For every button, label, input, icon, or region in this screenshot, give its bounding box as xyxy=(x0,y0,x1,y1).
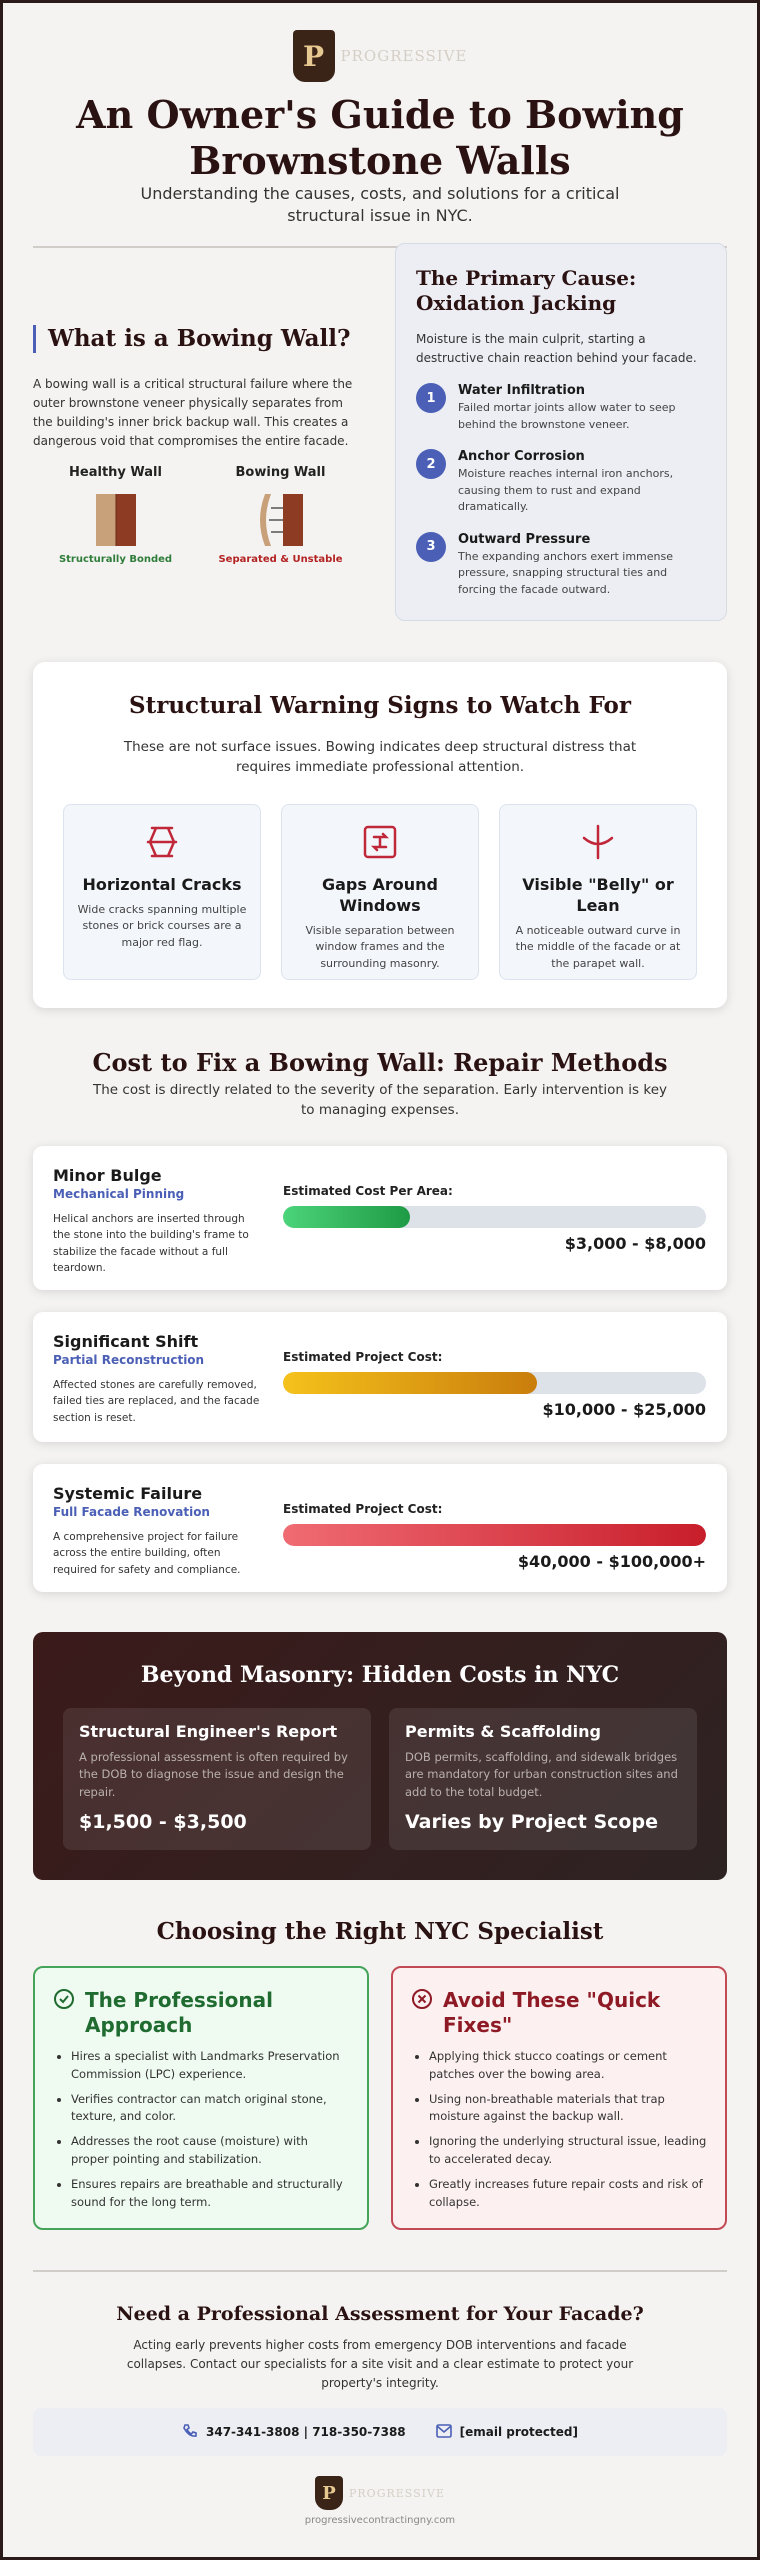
tier-cost-label: Estimated Project Cost: xyxy=(283,1502,443,1516)
tier-price: $3,000 - $8,000 xyxy=(564,1234,706,1253)
warning-sign-title: Horizontal Cracks xyxy=(82,875,242,894)
list-item: • Using non-breathable materials that trap moisture against the backup wall. xyxy=(429,2091,707,2127)
healthy-wall-caption: Structurally Bonded xyxy=(58,554,173,565)
tier-body: A comprehensive project for failure across the entire building, often required for safety and compliance. xyxy=(53,1531,241,1576)
warning-signs-card xyxy=(33,662,727,1008)
warning-signs-title: Structural Warning Signs to Watch For xyxy=(128,692,631,719)
list-item: • Ignoring the underlying structural issue, leading to accelerated decay. xyxy=(429,2133,707,2169)
page-title: An Owner's Guide to Bowing Brownstone Walls xyxy=(76,92,684,183)
cost-bar-track xyxy=(283,1372,706,1394)
phone-link[interactable] xyxy=(182,2423,406,2442)
avoid-quick-fixes-title: Avoid These "Quick Fixes" xyxy=(443,1988,661,2037)
bowing-wall xyxy=(211,465,351,565)
specialist-title: Choosing the Right NYC Specialist xyxy=(156,1918,604,1945)
bulge-icon xyxy=(510,821,686,863)
cause-step xyxy=(416,383,706,433)
cost-bar-track xyxy=(283,1524,706,1546)
footer-brand-name: PROGRESSIVE xyxy=(349,2486,445,2500)
primary-cause-card xyxy=(395,243,727,621)
brand-name: PROGRESSIVE xyxy=(340,47,468,65)
hidden-costs-card xyxy=(33,1632,727,1880)
footer-url[interactable]: progressivecontractingny.com xyxy=(304,2515,456,2526)
tier-body: Helical anchors are inserted through the stone into the building's frame to stabilize the facade without a full teardown. xyxy=(53,1213,249,1274)
step-body: Moisture reaches internal iron anchors, causing them to rust and expand dramatically. xyxy=(458,467,674,514)
phone-icon xyxy=(182,2423,198,2442)
window-gap-icon xyxy=(292,821,468,863)
tier-method: Full Facade Renovation xyxy=(53,1505,210,1519)
primary-cause-title: The Primary Cause: Oxidation Jacking xyxy=(416,266,637,315)
bowing-wall-caption: Separated & Unstable xyxy=(218,554,343,565)
what-is-heading: What is a Bowing Wall? xyxy=(33,325,363,353)
divider xyxy=(33,2270,727,2272)
healthy-wall xyxy=(46,465,186,565)
tier-price: $40,000 - $100,000+ xyxy=(517,1552,706,1571)
hidden-cost-title: Structural Engineer's Report xyxy=(79,1722,338,1741)
healthy-wall-title: Healthy Wall xyxy=(69,465,162,480)
footer-logo-mark: P xyxy=(315,2476,343,2510)
warning-sign-card xyxy=(499,804,697,980)
hidden-cost-price: Varies by Project Scope xyxy=(405,1810,658,1833)
list-item: • Applying thick stucco coatings or cement patches over the bowing area. xyxy=(429,2048,707,2084)
header-logo[interactable] xyxy=(0,30,760,82)
tier-method: Mechanical Pinning xyxy=(53,1187,185,1201)
step-number: 2 xyxy=(416,449,446,479)
tier-cost-label: Estimated Project Cost: xyxy=(283,1350,443,1364)
cta-body: Acting early prevents higher costs from emergency DOB interventions and facade collapses. Contact our specialists for a site visit and a clear estimate to protect your property's integrity. xyxy=(126,2338,634,2391)
list-item: • Hires a specialist with Landmarks Preservation Commission (LPC) experience. xyxy=(71,2048,349,2084)
primary-cause-intro: Moisture is the main culprit, starting a destructive chain reaction behind your facade. xyxy=(416,332,697,365)
tier-method: Partial Reconstruction xyxy=(53,1353,205,1367)
hidden-costs-title: Beyond Masonry: Hidden Costs in NYC xyxy=(140,1662,620,1688)
professional-approach-card xyxy=(33,1966,369,2230)
step-title: Anchor Corrosion xyxy=(458,449,585,465)
hidden-cost-item xyxy=(63,1708,371,1850)
mail-icon xyxy=(436,2424,452,2441)
email-link[interactable] xyxy=(436,2424,578,2441)
hidden-cost-body: A professional assessment is often required by the DOB to diagnose the issue and design the repair. xyxy=(79,1750,348,1799)
check-circle-icon xyxy=(53,1988,75,2014)
list-item: • Ensures repairs are breathable and structurally sound for the long term. xyxy=(71,2176,349,2212)
list-item: • Greatly increases future repair costs and risk of collapse. xyxy=(429,2176,707,2212)
hidden-cost-body: DOB permits, scaffolding, and sidewalk bridges are mandatory for urban construction sites and add to the total budget. xyxy=(405,1750,678,1799)
step-number: 3 xyxy=(416,532,446,562)
cost-tier-card xyxy=(33,1464,727,1592)
what-is-body: A bowing wall is a critical structural failure where the outer brownstone veneer physically separates from the building's inner brick backup wall. This creates a dangerous void that compromises the entire facade. xyxy=(33,376,353,449)
email-address: [email protected] xyxy=(459,2425,578,2439)
list-item: • Addresses the root cause (moisture) with proper pointing and stabilization. xyxy=(71,2133,349,2169)
what-is-section xyxy=(33,325,363,451)
avoid-quick-fixes-card xyxy=(391,1966,727,2230)
cost-bar-fill xyxy=(283,1206,410,1228)
cta-title: Need a Professional Assessment for Your Facade? xyxy=(116,2303,644,2325)
cause-step xyxy=(416,532,706,599)
cost-bar-fill xyxy=(283,1524,706,1546)
page-subtitle: Understanding the causes, costs, and solutions for a critical structural issue in NYC. xyxy=(140,184,620,226)
bowing-wall-title: Bowing Wall xyxy=(235,465,326,480)
phone-numbers: 347-341-3808 | 718-350-7388 xyxy=(206,2425,406,2439)
warning-sign-body: Visible separation between window frames and the surrounding masonry. xyxy=(305,923,455,970)
cost-bar-fill xyxy=(283,1372,537,1394)
tier-title: Minor Bulge xyxy=(53,1166,162,1185)
hidden-cost-price: $1,500 - $3,500 xyxy=(79,1810,247,1833)
footer-logo[interactable] xyxy=(0,2476,760,2510)
step-title: Water Infiltration xyxy=(458,383,586,399)
x-circle-icon xyxy=(411,1988,433,2014)
cost-subtitle: The cost is directly related to the severity of the separation. Early intervention is key to managing expenses. xyxy=(93,1082,667,1119)
cost-title: Cost to Fix a Bowing Wall: Repair Methods xyxy=(92,1048,668,1077)
step-body: Failed mortar joints allow water to seep behind the brownstone veneer. xyxy=(458,401,676,431)
warning-sign-title: Gaps Around Windows xyxy=(322,875,438,915)
cause-step xyxy=(416,449,706,516)
cost-tier-card xyxy=(33,1146,727,1290)
professional-approach-title: The Professional Approach xyxy=(85,1988,273,2037)
cost-tier-card xyxy=(33,1312,727,1442)
warning-signs-subtitle: These are not surface issues. Bowing indicates deep structural distress that requires immediate professional attention. xyxy=(123,739,637,776)
warning-sign-title: Visible "Belly" or Lean xyxy=(522,875,674,915)
tier-title: Significant Shift xyxy=(53,1332,199,1351)
warning-sign-card xyxy=(281,804,479,980)
step-number: 1 xyxy=(416,383,446,413)
step-body: The expanding anchors exert immense pressure, snapping structural ties and forcing the facade outward. xyxy=(458,549,674,596)
healthy-wall-illustration xyxy=(86,494,146,546)
warning-sign-body: A noticeable outward curve in the middle of the facade or at the parapet wall. xyxy=(515,923,681,970)
hidden-cost-title: Permits & Scaffolding xyxy=(405,1722,601,1741)
tier-price: $10,000 - $25,000 xyxy=(542,1400,706,1419)
bowing-wall-illustration xyxy=(251,494,311,546)
wall-comparison xyxy=(33,465,363,565)
hidden-cost-item xyxy=(389,1708,697,1850)
cracks-icon xyxy=(74,821,250,863)
cost-bar-track xyxy=(283,1206,706,1228)
tier-body: Affected stones are carefully removed, failed ties are replaced, and the facade section is reset. xyxy=(53,1379,260,1424)
list-item: • Verifies contractor can match original stone, texture, and color. xyxy=(71,2091,349,2127)
brand-logo-mark: P xyxy=(293,30,335,82)
tier-title: Systemic Failure xyxy=(53,1484,203,1503)
step-title: Outward Pressure xyxy=(458,531,591,547)
tier-cost-label: Estimated Cost Per Area: xyxy=(283,1184,453,1198)
warning-sign-card xyxy=(63,804,261,980)
contact-bar xyxy=(33,2408,727,2456)
warning-sign-body: Wide cracks spanning multiple stones or brick courses are a major red flag. xyxy=(77,902,247,949)
